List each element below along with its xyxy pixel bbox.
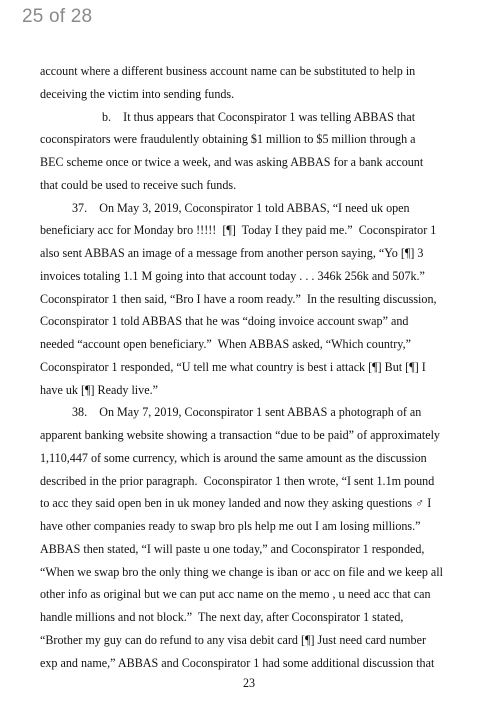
text-line: deceiving the victim into sending funds. bbox=[40, 86, 235, 101]
page-number: 23 bbox=[242, 676, 256, 690]
text-line: account where a different business account name can be substituted to help in bbox=[40, 64, 416, 78]
text-line: handle millions and not block.” The next day, after Coconspirator 1 stated, bbox=[40, 610, 404, 624]
text-line: to acc they said open ben in uk money landed and now they asking questions ♂ I bbox=[40, 496, 432, 511]
viewer-header bbox=[0, 0, 498, 34]
subparagraph-b-start: b. It thus appears that Coconspirator 1 was telling ABBAS that bbox=[102, 109, 416, 124]
text-line: beneficiary acc for Monday bro !!!!! [¶] Today I they paid me.” Coconspirator 1 bbox=[40, 223, 437, 238]
page-counter: 25 of 28 bbox=[22, 6, 93, 27]
text-line: described in the prior paragraph. Coconspirator 1 then wrote, “I sent 1.1m pound bbox=[40, 473, 435, 488]
text-line: that could be used to receive such funds. bbox=[40, 177, 237, 192]
text-line: Coconspirator 1 then said, “Bro I have a room ready.” In the resulting discussion, bbox=[40, 291, 437, 306]
text-line: BEC scheme once or twice a week, and was asking ABBAS for a bank account bbox=[40, 155, 424, 169]
text-line: also sent ABBAS an image of a message from another person saying, “Yo [¶] 3 bbox=[40, 246, 424, 260]
text-line: Coconspirator 1 responded, “U tell me what country is best i attack [¶] But [¶] I bbox=[40, 359, 426, 374]
text-line: coconspirators were fraudulently obtaining $1 million to $5 million through a bbox=[40, 132, 416, 147]
text-line: Coconspirator 1 told ABBAS that he was “doing invoice account swap” and bbox=[40, 314, 409, 329]
text-line: exp and name,” ABBAS and Coconspirator 1 had some additional discussion that bbox=[40, 655, 435, 670]
text-line: ABBAS then stated, “I will paste u one today,” and Coconspirator 1 responded, bbox=[40, 541, 425, 556]
document-page bbox=[40, 60, 468, 674]
text-line: other info as original but we can put acc name on the memo , u need acc that can bbox=[40, 587, 431, 602]
paragraph-37-start: 37. On May 3, 2019, Coconspirator 1 told ABBAS, “I need uk open bbox=[72, 200, 410, 215]
text-line: have other companies ready to swap bro pls help me out I am losing millions.” bbox=[40, 519, 421, 533]
text-line: 1,110,447 of some currency, which is around the same amount as the discussion bbox=[40, 450, 427, 465]
text-line: apparent banking website showing a transaction “due to be paid” of approximately bbox=[40, 428, 440, 442]
text-line: invoices totaling 1.1 M going into that account today . . . 346k 256k and 507k.” bbox=[40, 268, 425, 283]
paragraph-38-start: 38. On May 7, 2019, Coconspirator 1 sent ABBAS a photograph of an bbox=[72, 405, 422, 420]
text-line: “Brother my guy can do refund to any visa debit card [¶] Just need card number bbox=[40, 632, 426, 647]
text-line: “When we swap bro the only thing we change is iban or acc on file and we keep all bbox=[40, 564, 443, 579]
text-line: needed “account open beneficiary.” When ABBAS asked, “Which country,” bbox=[40, 337, 411, 351]
text-line: have uk [¶] Ready live.” bbox=[40, 382, 158, 397]
